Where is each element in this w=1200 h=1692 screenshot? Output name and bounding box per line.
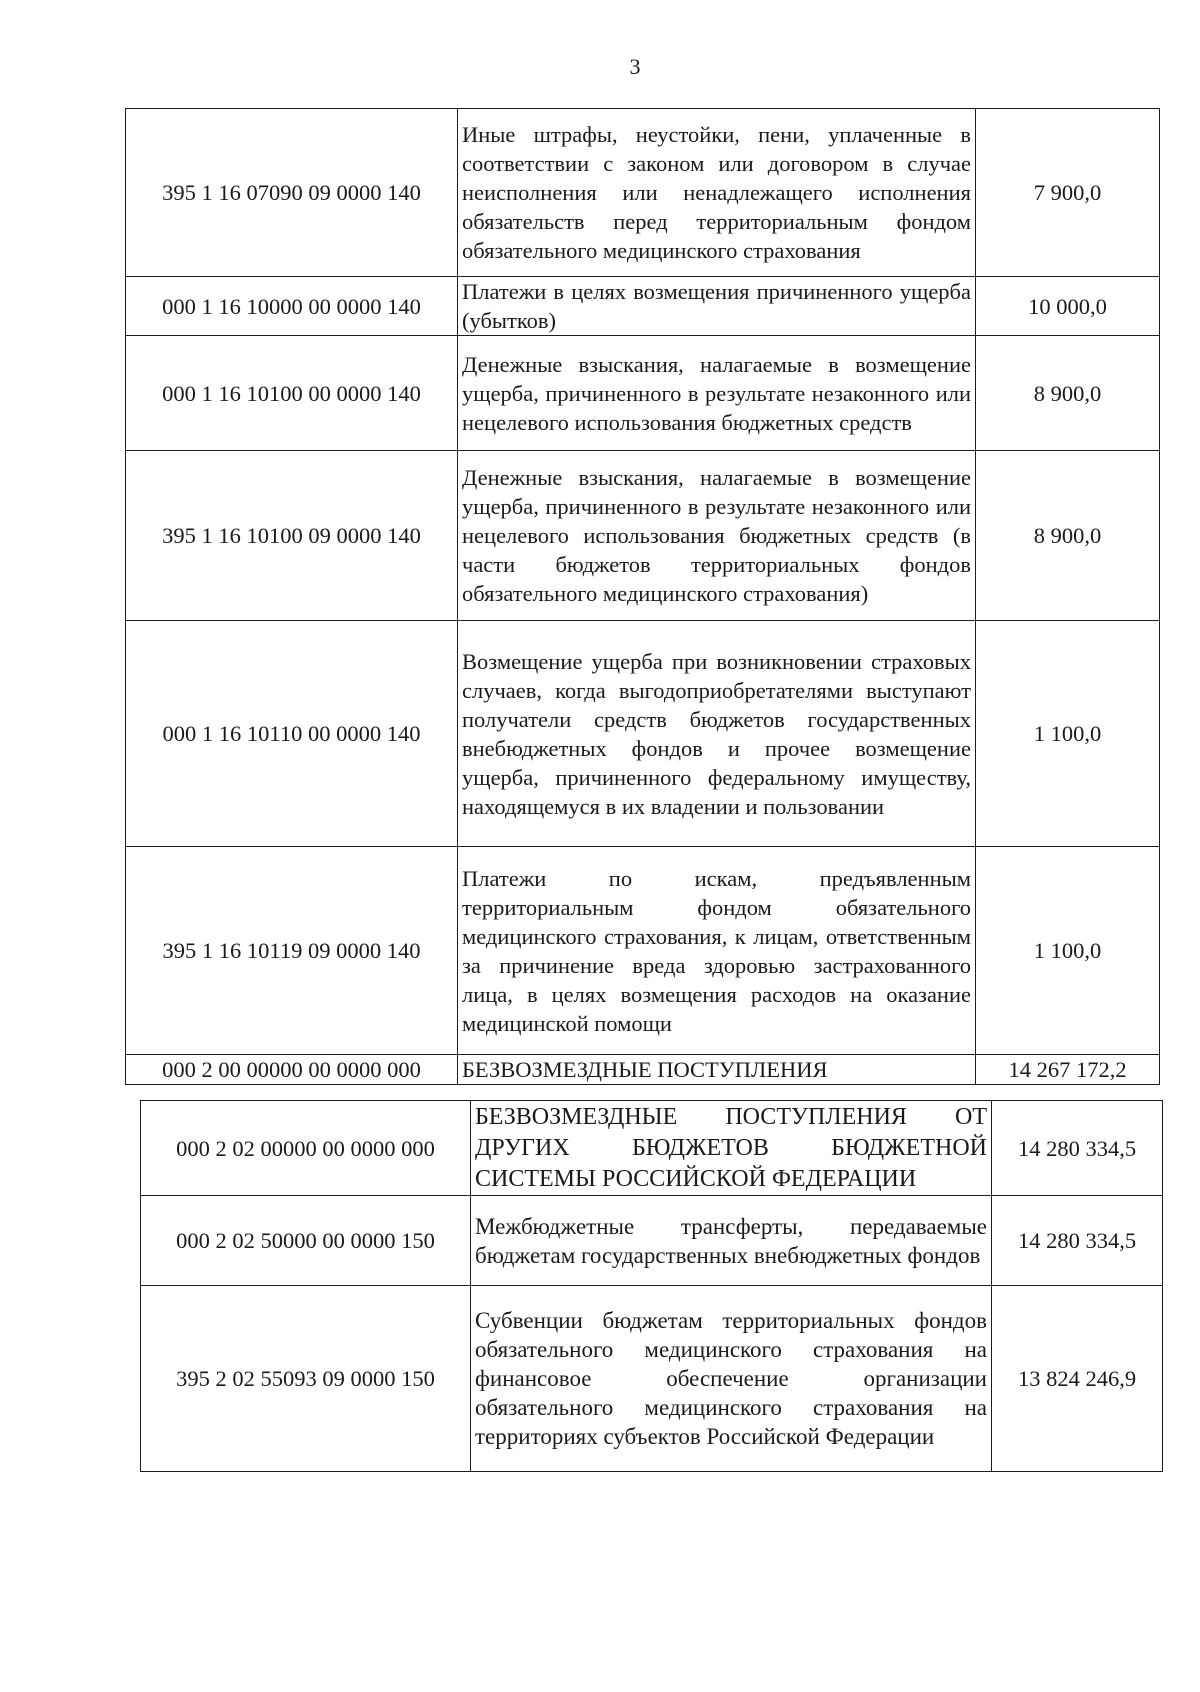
row-description: Платежи в целях возмещения причиненного ущерба (убытков) (458, 277, 976, 336)
table-row (126, 621, 1160, 847)
row-description: БЕЗВОЗМЕЗДНЫЕ ПОСТУПЛЕНИЯ ОТ ДРУГИХ БЮДЖЕТОВ БЮДЖЕТНОЙ СИСТЕМЫ РОССИЙСКОЙ ФЕДЕРАЦИИ (471, 1101, 992, 1196)
table-row (126, 277, 1160, 336)
budget-code: 395 1 16 07090 09 0000 140 (126, 109, 458, 277)
row-amount: 14 280 334,5 (992, 1101, 1163, 1196)
revenue-table-upper (125, 108, 1160, 1085)
budget-code: 000 1 16 10110 00 0000 140 (126, 621, 458, 847)
row-description: Межбюджетные трансферты, передаваемые бюджетам государственных внебюджетных фондов (471, 1196, 992, 1286)
budget-code: 000 1 16 10000 00 0000 140 (126, 277, 458, 336)
row-amount: 1 100,0 (976, 847, 1160, 1055)
row-amount: 8 900,0 (976, 451, 1160, 621)
row-description: Субвенции бюджетам территориальных фондов обязательного медицинского страхования на финансовое обеспечение организации обязательного медицинского страхования на территориях субъектов Российской Федерации (471, 1286, 992, 1472)
budget-code: 000 1 16 10100 00 0000 140 (126, 336, 458, 451)
row-amount: 10 000,0 (976, 277, 1160, 336)
budget-code: 000 2 00 00000 00 0000 000 (126, 1055, 458, 1085)
revenue-table-lower (140, 1100, 1163, 1472)
budget-code: 000 2 02 00000 00 0000 000 (141, 1101, 471, 1196)
row-description: Возмещение ущерба при возникновении страховых случаев, когда выгодоприобретателями выступают получатели средств бюджетов государственных внебюджетных фондов и прочее возмещение ущерба, причиненного федеральному имуществу, находящемуся в их владении и пользовании (458, 621, 976, 847)
row-amount: 1 100,0 (976, 621, 1160, 847)
budget-code: 395 2 02 55093 09 0000 150 (141, 1286, 471, 1472)
page-number: 3 (629, 54, 641, 79)
budget-code: 000 2 02 50000 00 0000 150 (141, 1196, 471, 1286)
row-amount: 14 267 172,2 (976, 1055, 1160, 1085)
row-description: Денежные взыскания, налагаемые в возмещение ущерба, причиненного в результате незаконного или нецелевого использования бюджетных средств (458, 336, 976, 451)
table-row (126, 109, 1160, 277)
row-description: Иные штрафы, неустойки, пени, уплаченные в соответствии с законом или договором в случае неисполнения или ненадлежащего исполнения обязательств перед территориальным фондом обязательного медицинского страхования (458, 109, 976, 277)
table-row (126, 451, 1160, 621)
row-amount: 8 900,0 (976, 336, 1160, 451)
table-row (141, 1286, 1163, 1472)
row-description: Платежи по искам, предъявленным территориальным фондом обязательного медицинского страхования, к лицам, ответственным за причинение вреда здоровью застрахованного лица, в целях возмещения расходов на оказание медицинской помощи (458, 847, 976, 1055)
row-amount: 7 900,0 (976, 109, 1160, 277)
row-description: БЕЗВОЗМЕЗДНЫЕ ПОСТУПЛЕНИЯ (458, 1055, 976, 1085)
row-amount: 13 824 246,9 (992, 1286, 1163, 1472)
table-row (141, 1196, 1163, 1286)
budget-code: 395 1 16 10100 09 0000 140 (126, 451, 458, 621)
table-row (126, 1055, 1160, 1085)
row-description: Денежные взыскания, налагаемые в возмещение ущерба, причиненного в результате незаконного или нецелевого использования бюджетных средств (в части бюджетов территориальных фондов обязательного медицинского страхования) (458, 451, 976, 621)
budget-code: 395 1 16 10119 09 0000 140 (126, 847, 458, 1055)
table-row (126, 336, 1160, 451)
table-row (141, 1101, 1163, 1196)
table-row (126, 847, 1160, 1055)
row-amount: 14 280 334,5 (992, 1196, 1163, 1286)
